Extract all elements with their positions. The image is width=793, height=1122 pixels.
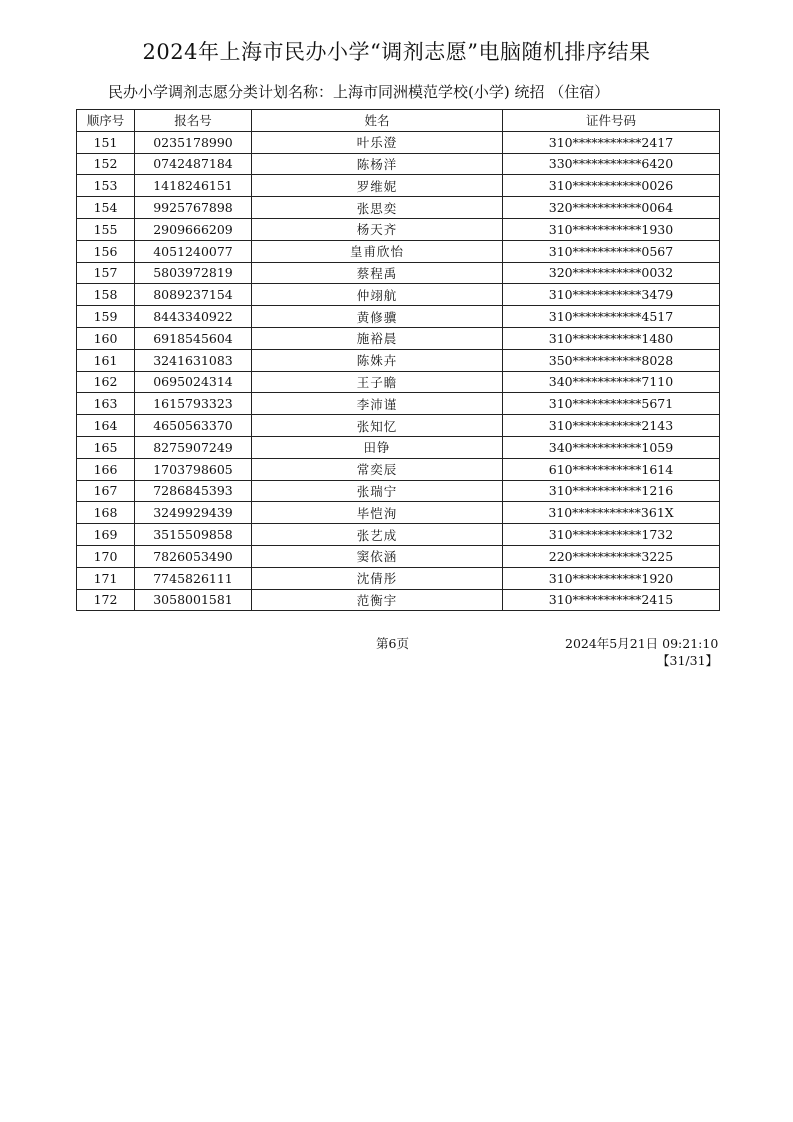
cell-name: 叶乐澄 <box>252 131 503 153</box>
cell-registration-number: 4051240077 <box>135 240 252 262</box>
cell-id-number: 310***********3479 <box>503 284 720 306</box>
cell-registration-number: 1615793323 <box>135 393 252 415</box>
table-row <box>77 262 720 284</box>
table-header-row <box>77 110 720 132</box>
cell-name: 范衡宇 <box>252 589 503 611</box>
table-row <box>77 415 720 437</box>
cell-id-number: 310***********5671 <box>503 393 720 415</box>
table-row <box>77 218 720 240</box>
cell-sequence: 151 <box>77 131 135 153</box>
table-row <box>77 436 720 458</box>
cell-name: 张思奕 <box>252 197 503 219</box>
cell-id-number: 220***********3225 <box>503 545 720 567</box>
cell-name: 皇甫欣怡 <box>252 240 503 262</box>
table-row <box>77 502 720 524</box>
cell-name: 王子瞻 <box>252 371 503 393</box>
cell-name: 田铮 <box>252 436 503 458</box>
cell-id-number: 310***********1216 <box>503 480 720 502</box>
cell-sequence: 156 <box>77 240 135 262</box>
table-row <box>77 153 720 175</box>
cell-registration-number: 8275907249 <box>135 436 252 458</box>
column-header-name: 姓名 <box>252 110 503 132</box>
cell-registration-number: 4650563370 <box>135 415 252 437</box>
table-row <box>77 349 720 371</box>
table-row <box>77 480 720 502</box>
cell-sequence: 168 <box>77 502 135 524</box>
table-row <box>77 393 720 415</box>
cell-name: 张艺成 <box>252 524 503 546</box>
cell-name: 窦依涵 <box>252 545 503 567</box>
cell-id-number: 610***********1614 <box>503 458 720 480</box>
cell-id-number: 340***********7110 <box>503 371 720 393</box>
cell-registration-number: 1418246151 <box>135 175 252 197</box>
cell-name: 张瑞宁 <box>252 480 503 502</box>
cell-sequence: 155 <box>77 218 135 240</box>
cell-sequence: 152 <box>77 153 135 175</box>
cell-name: 杨天齐 <box>252 218 503 240</box>
cell-registration-number: 7745826111 <box>135 567 252 589</box>
table-row <box>77 567 720 589</box>
cell-id-number: 310***********2143 <box>503 415 720 437</box>
cell-name: 陈杨洋 <box>252 153 503 175</box>
table-row <box>77 458 720 480</box>
generated-datetime: 2024年5月21日 09:21:10 <box>565 636 719 651</box>
cell-id-number: 310***********4517 <box>503 306 720 328</box>
cell-sequence: 154 <box>77 197 135 219</box>
page-count: 【31/31】 <box>657 653 719 668</box>
cell-sequence: 172 <box>77 589 135 611</box>
cell-sequence: 163 <box>77 393 135 415</box>
cell-sequence: 171 <box>77 567 135 589</box>
cell-sequence: 161 <box>77 349 135 371</box>
cell-sequence: 160 <box>77 327 135 349</box>
cell-id-number: 310***********361X <box>503 502 720 524</box>
cell-name: 沈倩彤 <box>252 567 503 589</box>
cell-registration-number: 9925767898 <box>135 197 252 219</box>
table-row <box>77 197 720 219</box>
cell-sequence: 167 <box>77 480 135 502</box>
cell-name: 黄修骥 <box>252 306 503 328</box>
cell-sequence: 166 <box>77 458 135 480</box>
table-row <box>77 327 720 349</box>
cell-id-number: 310***********0026 <box>503 175 720 197</box>
cell-registration-number: 0695024314 <box>135 371 252 393</box>
cell-id-number: 320***********0064 <box>503 197 720 219</box>
cell-name: 张知忆 <box>252 415 503 437</box>
cell-sequence: 159 <box>77 306 135 328</box>
cell-sequence: 153 <box>77 175 135 197</box>
table-row <box>77 545 720 567</box>
cell-sequence: 165 <box>77 436 135 458</box>
cell-registration-number: 2909666209 <box>135 218 252 240</box>
table-row <box>77 524 720 546</box>
table-row <box>77 240 720 262</box>
table-row <box>77 175 720 197</box>
cell-sequence: 170 <box>77 545 135 567</box>
cell-registration-number: 6918545604 <box>135 327 252 349</box>
cell-name: 罗维妮 <box>252 175 503 197</box>
plan-name-subtitle: 民办小学调剂志愿分类计划名称：上海市同洲模范学校(小学) 统招 （住宿） <box>108 83 610 101</box>
cell-sequence: 157 <box>77 262 135 284</box>
cell-registration-number: 5803972819 <box>135 262 252 284</box>
table-row <box>77 371 720 393</box>
cell-id-number: 310***********1732 <box>503 524 720 546</box>
cell-name: 李沛谨 <box>252 393 503 415</box>
cell-registration-number: 3249929439 <box>135 502 252 524</box>
cell-name: 施裕晨 <box>252 327 503 349</box>
cell-registration-number: 3241631083 <box>135 349 252 371</box>
table-row <box>77 284 720 306</box>
cell-sequence: 169 <box>77 524 135 546</box>
cell-registration-number: 0235178990 <box>135 131 252 153</box>
column-header-registration-number: 报名号 <box>135 110 252 132</box>
column-header-id-number: 证件号码 <box>503 110 720 132</box>
cell-id-number: 310***********1930 <box>503 218 720 240</box>
table-row <box>77 131 720 153</box>
cell-registration-number: 1703798605 <box>135 458 252 480</box>
cell-id-number: 310***********2415 <box>503 589 720 611</box>
table-row <box>77 589 720 611</box>
cell-id-number: 310***********1920 <box>503 567 720 589</box>
table-row <box>77 306 720 328</box>
cell-sequence: 164 <box>77 415 135 437</box>
cell-name: 陈姝卉 <box>252 349 503 371</box>
table-body <box>77 131 720 611</box>
cell-sequence: 158 <box>77 284 135 306</box>
cell-name: 蔡程禹 <box>252 262 503 284</box>
results-table <box>76 109 720 611</box>
cell-registration-number: 7826053490 <box>135 545 252 567</box>
cell-id-number: 320***********0032 <box>503 262 720 284</box>
cell-name: 常奕辰 <box>252 458 503 480</box>
page-title: 2024年上海市民办小学“调剂志愿”电脑随机排序结果 <box>142 40 651 64</box>
cell-registration-number: 8443340922 <box>135 306 252 328</box>
cell-id-number: 350***********8028 <box>503 349 720 371</box>
cell-id-number: 310***********0567 <box>503 240 720 262</box>
cell-registration-number: 0742487184 <box>135 153 252 175</box>
cell-id-number: 310***********2417 <box>503 131 720 153</box>
cell-name: 仲翊航 <box>252 284 503 306</box>
cell-name: 毕恺洵 <box>252 502 503 524</box>
page-number: 第6页 <box>376 636 409 651</box>
cell-registration-number: 3515509858 <box>135 524 252 546</box>
cell-registration-number: 7286845393 <box>135 480 252 502</box>
cell-sequence: 162 <box>77 371 135 393</box>
cell-registration-number: 8089237154 <box>135 284 252 306</box>
cell-registration-number: 3058001581 <box>135 589 252 611</box>
cell-id-number: 340***********1059 <box>503 436 720 458</box>
cell-id-number: 330***********6420 <box>503 153 720 175</box>
cell-id-number: 310***********1480 <box>503 327 720 349</box>
column-header-sequence: 顺序号 <box>77 110 135 132</box>
